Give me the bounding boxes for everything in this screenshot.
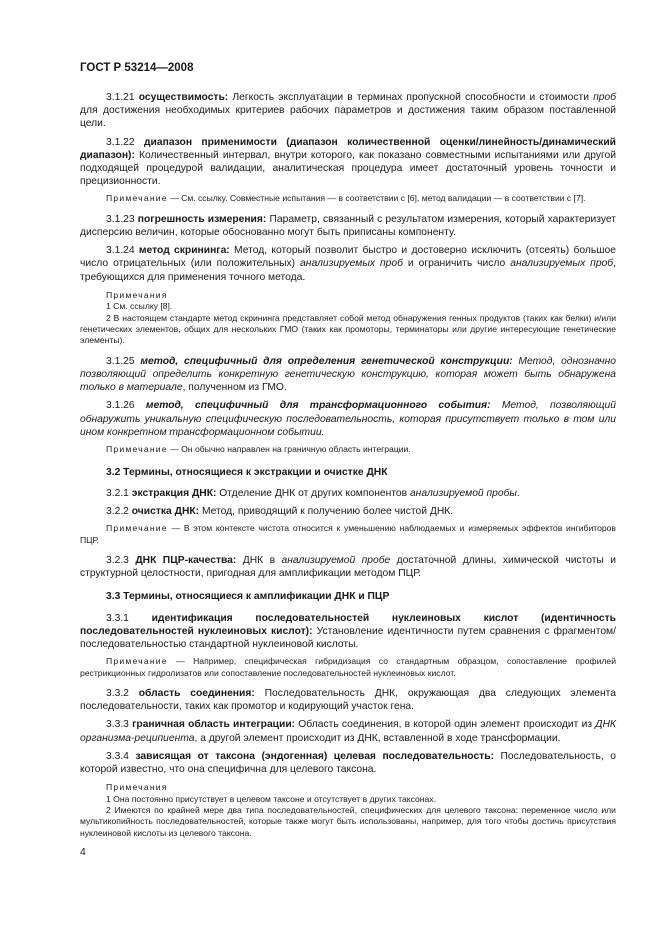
term-3-2-2: 3.2.2 очистка ДНК: Метод, приводящий к получению более чистой ДНК. [106,505,454,517]
note-3-1-26: Примечание — Он обычно направлен на граничную область интеграции. [106,444,411,455]
document-body [80,91,616,847]
term-3-2-3: 3.2.3 ДНК ПЦР-качества: ДНК в анализируемой пробе достаточной длины, химической чистоты и структурной целостности, пригодная для амплификации методом ПЦР. [80,554,616,580]
term-name: метод, специфичный для определения генетической конструкции: [140,355,513,367]
term-name: экстракция ДНК: [131,487,217,499]
note-3-2-2: Примечание — В этом контексте чистота относится к уменьшению наблюдаемых и измеряемых эффектов ингибиторов ПЦР. [80,523,616,545]
term-3-1-26: 3.1.26 метод, специфичный для трансформационного события: Метод, позволяющий обнаружить уникальную специфическую последовательность, которая присутствует только в том или ином конкретном трансформационном событии. [80,400,616,438]
section-heading-3-2: 3.2 Термины, относящиеся к экстракции и очистке ДНК [106,466,388,478]
note-3-3-1: Примечание — Например, специфическая гибридизация со стандартным образцом, сопоставление профилей рестрикционных гидролизатов или сопоставление последовательностей нуклеиновых кислот. [80,656,616,678]
page-number: 4 [80,847,86,858]
term-name: погрешность измерения: [137,213,267,225]
term-3-1-22: 3.1.22 диапазон применимости (диапазон количественной оценки/линейность/динамический диапазон): Количественный интервал, внутри которого, как показано совместными испытаниями или другой подходящей процедурой валидации, аналитическая процедура имеет достаточный уровень точности и прецизионности. [80,136,616,188]
term-name: зависящая от таксона (эндогенная) целевая последовательность: [135,750,494,762]
term-3-2-1: 3.2.1 экстракция ДНК: Отделение ДНК от других компонентов анализируемой пробы. [106,487,520,499]
term-name: метод, специфичный для трансформационного события: [145,400,491,412]
term-name: очистка ДНК: [131,505,200,517]
term-name: осуществимость: [138,92,229,103]
term-name: диапазон применимости (диапазон количественной оценки/линейность/динамический диапазон): [80,136,616,161]
term-3-3-2: 3.3.2 область соединения: Последовательность ДНК, окружающая два следующих элемента последовательности, таких как промотор и кодирующий участок гена. [80,687,617,713]
term-name: метод скрининга: [138,245,230,257]
term-3-1-21: 3.1.21 осуществимость: Легкость эксплуатации в терминах пропускной способности и стоимости проб для достижения необходимых критериев рабочих параметров и достижения таким образом поставленной цели. [80,92,616,130]
standard-header: ГОСТ Р 53214—2008 [80,62,194,74]
term-name: область соединения: [138,687,255,699]
term-3-3-1: 3.3.1 идентификация последовательностей нуклеиновых кислот (идентичность последовательностей нуклеиновых кислот): Установление идентичности путем сравнения с фрагментом/последовательностью стандартной нуклеиновой кислоты. [80,612,617,650]
term-name: идентификация последовательностей нуклеиновых кислот (идентичность последовательностей нуклеиновых кислот): [80,612,617,637]
notes-3-1-24: Примечания 1 См. ссылку [8]. 2 В настоящем стандарте метод скрининга представляет собой метод обнаружения генных продуктов (таких как белки) и/или генетических элементов, общих для нескольких ГМО (таких как промоторы, терминаторы или другие интересующие генетические элементы). [80,289,616,346]
term-name: ДНК ПЦР-качества: [135,554,237,566]
term-3-3-4: 3.3.4 зависящая от таксона (эндогенная) целевая последовательность: Последовательность, о которой известно, что она специфична для целевого таксона. [80,750,617,775]
term-3-1-24: 3.1.24 метод скрининга: Метод, который позволит быстро и достоверно исключить (отсеять) большое число отрицательных (или положительных) анализируемых проб и ограничить число анализируемых проб, требующихся для применения точного метода. [80,245,616,283]
term-3-1-23: 3.1.23 погрешность измерения: Параметр, связанный с результатом измерения, который характеризует дисперсию величин, которые обоснованно могут быть приписаны компоненту. [80,213,616,239]
term-3-3-3: 3.3.3 граничная область интеграции: Область соединения, в которой один элемент происходит из ДНК организма-реципиента, а другой элемент происходит из ДНК, вставленной в ходе трансформации. [80,719,617,744]
note-3-1-22: Примечание — См. ссылку. Совместные испытания — в соответствии с [6], метод валидации — в соответствии с [7]. [106,193,586,204]
notes-3-3-4: Примечания 1 Она постоянно присутствует в целевом таксоне и отсутствует в других таксонах. 2 Имеются по крайней мере два типа последовательностей, специфических для целевого таксона: переменное число или мультикопийность последовательностей, которые также могут быть использованы, например, для того чтобы достичь присутствия нуклеиновой кислоты из целевого таксона. [80,782,616,838]
term-3-1-25: 3.1.25 метод, специфичный для определения генетической конструкции: Метод, однозначно позволяющий определить конкретную генетическую конструкцию, которая может быть обнаружена только в материале, полученном из ГМО. [80,355,616,394]
term-name: граничная область интеграции: [132,719,296,731]
section-heading-3-3: 3.3 Термины, относящиеся к амплификации ДНК и ПЦР [106,591,390,603]
